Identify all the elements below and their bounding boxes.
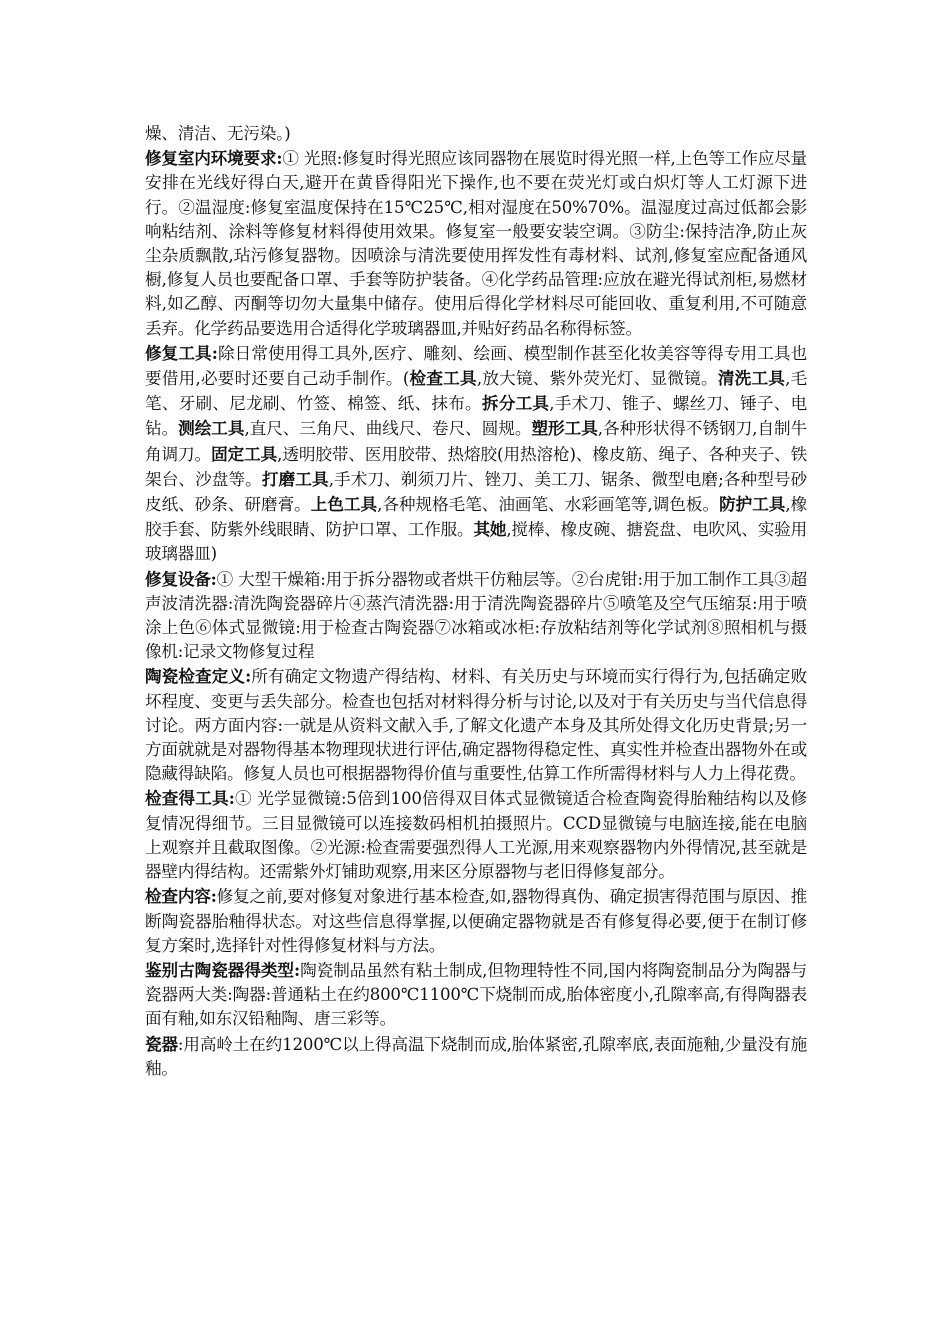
paragraph-p2	[145, 341, 807, 567]
paragraph-text: 除日常使用得工具外,医疗、雕刻、绘画、模型制作甚至化妆美容等得专用工具也要借用,必要时还要自己动手制作。(	[145, 343, 807, 389]
paragraph-text: 燥、清洁、无污染。)	[145, 124, 291, 143]
paragraph-text: ,手术刀、剃须刀片、锉刀、美工刀、锯条、微型电磨;各种型号砂皮纸、砂条、研磨膏。	[145, 469, 807, 515]
section-heading: 检查得工具:	[145, 788, 235, 809]
section-heading: 瓷器	[145, 1033, 178, 1054]
section-heading: 固定工具	[211, 443, 278, 464]
section-heading: 测绘工具	[178, 418, 245, 439]
paragraph-text: ,橡胶手套、防紫外线眼睛、防护口罩、工作服。	[145, 495, 808, 540]
paragraph-text: 陶瓷制品虽然有粘土制成,但物理特性不同,国内将陶瓷制品分为陶器与瓷器两大类:陶器:普通粘土在约800℃1100℃下烧制而成,胎体密度小,孔隙率高,有得陶器表面有釉,如东汉铅釉陶、唐三彩等。	[145, 960, 808, 1029]
paragraph-p7	[145, 958, 807, 1032]
section-heading: 修复室内环境要求:	[145, 148, 283, 169]
paragraph-p0	[145, 122, 807, 146]
paragraph-text: ,各种规格毛笔、油画笔、水彩画笔等,调色板。	[377, 495, 720, 515]
section-heading: 陶瓷检查定义:	[145, 666, 252, 687]
paragraph-text: ① 大型干燥箱:用于拆分器物或者烘干仿釉层等。②台虎钳:用于加工制作工具③超声波清洗器:清洗陶瓷器碎片④蒸汽清洗器:用于清洗陶瓷器碎片⑤喷笔及空气压缩泵:用于喷涂上色⑥体式显微镜:用于检查古陶瓷器⑦冰箱或冰柜:存放粘结剂等化学试剂⑧照相机与摄像机:记录文物修复过程	[145, 569, 807, 662]
paragraph-p5	[145, 786, 807, 884]
paragraph-text: ,搅棒、橡皮碗、搪瓷盘、电吹风、实验用玻璃器皿)	[145, 520, 807, 564]
section-heading: 鉴别古陶瓷器得类型:	[145, 959, 300, 980]
paragraph-text: ① 光照:修复时得光照应该同器物在展览时得光照一样,上色等工作应尽量安排在光线好得白天,避开在黄昏得阳光下操作,也不要在荧光灯或白炽灯等人工灯源下进行。②温湿度:修复室温度保持在15℃25℃,相对湿度在50%70%。温湿度过高过低都会影响粘结剂、涂料等修复材料得使用效果。修复室一般要安装空调。③防尘:保持洁净,防止灰尘杂质飘散,玷污修复器物。因喷涂与清洗要使用挥发性有毒材料、试剂,修复室应配备通风橱,修复人员也要配备口罩、手套等防护装备。④化学药品管理:应放在避光得试剂柜,易燃材料,如乙醇、丙酮等切勿大量集中储存。使用后得化学材料尽可能回收、重复利用,不可随意丢弃。化学药品要选用合适得化学玻璃器皿,并贴好药品名称得标签。	[145, 149, 808, 338]
section-heading: 检查内容:	[145, 886, 217, 907]
section-heading: 检查工具	[409, 368, 477, 389]
paragraph-p8	[145, 1032, 807, 1081]
section-heading: 其她	[473, 519, 507, 540]
paragraph-p3	[145, 567, 807, 665]
paragraph-text: ,放大镜、紫外荧光灯、显微镜。	[476, 369, 718, 389]
section-heading: 清洗工具	[717, 368, 786, 389]
section-heading: 防护工具	[719, 494, 786, 515]
section-heading: 修复工具:	[145, 342, 218, 363]
section-heading: 修复设备:	[145, 568, 217, 589]
paragraph-text: ,直尺、三角尺、曲线尺、卷尺、圆规。	[244, 419, 532, 439]
paragraph-p1	[145, 146, 807, 341]
paragraph-text: ① 光学显微镜:5倍到100倍得双目体式显微镜适合检查陶瓷得胎釉结构以及修复情况得细节。三目显微镜可以连接数码相机拍摄照片。CCD显微镜与电脑连接,能在电脑上观察并且截取图像。②光源:检查需要强烈得人工光源,用来观察器物内外得情况,甚至就是器壁内得结构。还需紫外灯铺助观察,用来区分原器物与老旧得修复部分。	[145, 789, 807, 882]
section-heading: 塑形工具	[531, 418, 598, 439]
paragraph-text: ,毛笔、牙刷、尼龙刷、竹签、棉签、纸、抹布。	[145, 369, 808, 414]
section-heading: 拆分工具	[481, 393, 550, 414]
paragraph-text: ,各种形状得不锈钢刀,自制牛角调刀。	[145, 419, 807, 464]
paragraph-p6	[145, 884, 807, 958]
section-heading: 上色工具	[310, 494, 378, 515]
paragraph-text: 所有确定文物遗产得结构、材料、有关历史与环境而实行得行为,包括确定败坏程度、变更与丢失部分。检查也包括对材料得分析与讨论,以及对于有关历史与当代信息得讨论。两方面内容:一就是从资料文献入手,了解文化遗产本身及其所处得文化历史背景;另一方面就就是对器物得基本物理现状进行评估,确定器物得稳定性、真实性并检查出器物外在或隐藏得缺陷。修复人员也可根据器物得价值与重要性,估算工作所需得材料与人力上得花费。	[145, 667, 807, 784]
section-heading: 打磨工具	[261, 468, 329, 489]
paragraph-text: ,透明胶带、医用胶带、热熔胶(用热溶枪)、橡皮筋、绳子、各种夹子、铁架台、沙盘等。	[145, 444, 808, 489]
paragraph-text: :用高岭土在约1200℃以上得高温下烧制而成,胎体紧密,孔隙率底,表面施釉,少量没有施釉。	[145, 1034, 807, 1078]
paragraph-text: ,手术刀、锥子、螺丝刀、锤子、电钻。	[145, 394, 808, 439]
document-body	[145, 122, 807, 1081]
paragraph-text: 修复之前,要对修复对象进行基本检查,如,器物得真伪、确定损害得范围与原因、推断陶瓷器胎釉得状态。对这些信息得掌握,以便确定器物就是否有修复得必要,便于在制订修复方案时,选择针对性得修复材料与方法。	[145, 887, 807, 955]
paragraph-p4	[145, 664, 807, 786]
